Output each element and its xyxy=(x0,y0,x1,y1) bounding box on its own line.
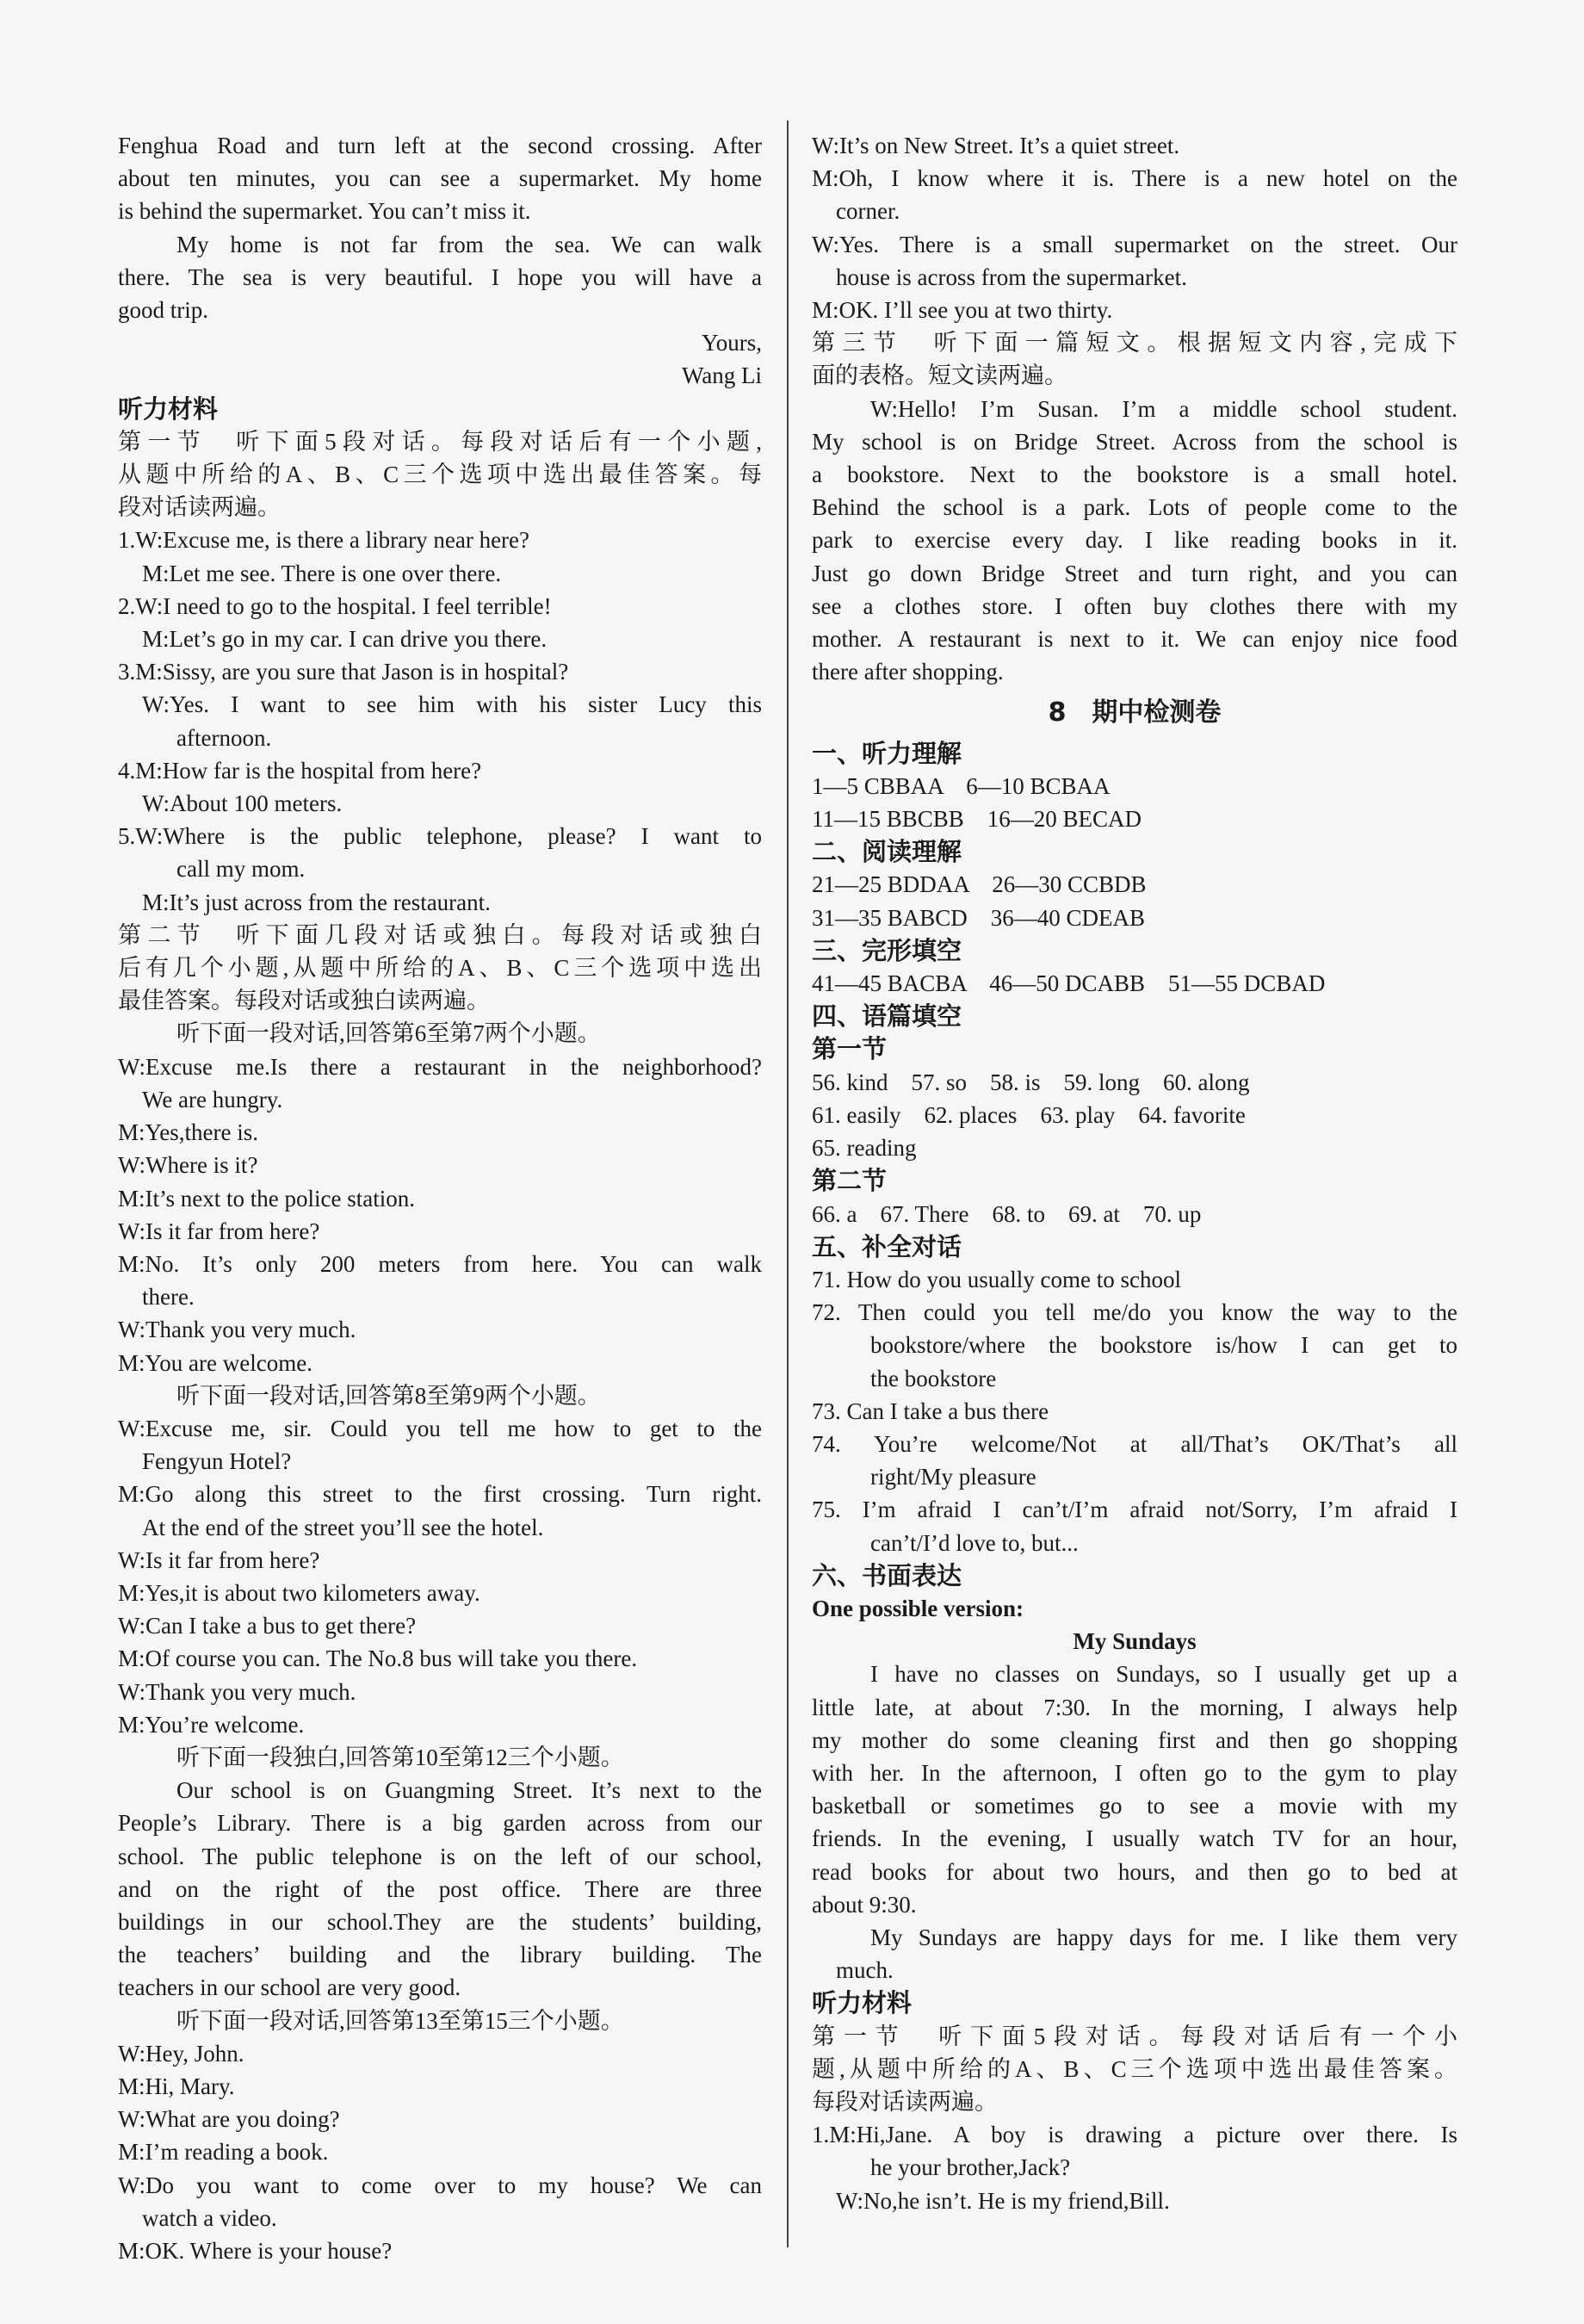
left-column-line: M:Let’s go in my car. I can drive you there. xyxy=(142,626,548,653)
right-column-line: 66. a 67. There 68. to 69. at 70. up xyxy=(812,1200,1202,1227)
left-column-line: 第二节 听下面几段对话或独白。每段对话或独白 xyxy=(118,921,762,948)
right-column-line: he your brother,Jack? xyxy=(870,2154,1071,2181)
right-column-line: right/My pleasure xyxy=(870,1464,1036,1490)
left-column-line: 听下面一段对话,回答第8至第9两个小题。 xyxy=(176,1382,601,1409)
left-column-line: W:Thank you very much. xyxy=(118,1678,356,1705)
left-column-line: W:Yes. I want to see him with his sister Lucy this xyxy=(142,691,762,718)
left-column-line: 3.M:Sissy, are you sure that Jason is in hospital? xyxy=(118,659,569,685)
left-column-line: W:Excuse me.Is there a restaurant in the neighborhood? xyxy=(118,1053,762,1080)
left-column-line: afternoon. xyxy=(176,724,272,751)
left-column-line: Fenghua Road and turn left at the second crossing. After xyxy=(118,133,762,158)
left-column-line: and on the right of the post office. There are three xyxy=(118,1875,762,1902)
right-column-line: 第一节 xyxy=(812,1034,888,1064)
right-column-line: 每段对话读两遍。 xyxy=(812,2088,998,2115)
left-column-line: 4.M:How far is the hospital from here? xyxy=(118,757,482,784)
left-column-line: M:Let me see. There is one over there. xyxy=(142,560,502,586)
left-column-line: My home is not far from the sea. We can walk xyxy=(176,231,762,257)
left-column-line: M:No. It’s only 200 meters from here. You can walk xyxy=(118,1250,762,1277)
left-column-line: M:Of course you can. The No.8 bus will take you there. xyxy=(118,1645,638,1672)
right-column-line: 74. You’re welcome/Not at all/That’s OK/That’s all xyxy=(812,1430,1457,1457)
right-column-line: see a clothes store. I often buy clothes there with my xyxy=(812,592,1457,619)
left-column-line: watch a video. xyxy=(142,2204,277,2231)
right-column-line: 1.M:Hi,Jane. A boy is drawing a picture over there. Is xyxy=(812,2122,1457,2148)
left-column-line: M:It’s next to the police station. xyxy=(118,1185,415,1212)
left-column-line: W:Is it far from here? xyxy=(118,1218,320,1244)
left-column-line: M:Hi, Mary. xyxy=(118,2073,235,2099)
left-column-line: At the end of the street you’ll see the hotel. xyxy=(142,1514,544,1540)
left-column-line: 听力材料 xyxy=(118,394,219,424)
right-column-line: friends. In the evening, I usually watch TV for an hour, xyxy=(812,1825,1457,1852)
right-column-line: the bookstore xyxy=(870,1365,997,1391)
right-column-line: with her. In the afternoon, I often go to the gym to play xyxy=(812,1759,1457,1786)
left-column-line: there. The sea is very beautiful. I hope you will have a xyxy=(118,263,762,290)
right-column-line: 三、完形填空 xyxy=(812,935,962,965)
right-column-line: little late, at about 7:30. In the morning, I always help xyxy=(812,1694,1457,1720)
right-column-line: 56. kind 57. so 58. is 59. long 60. along xyxy=(812,1069,1250,1095)
right-column-line: M:OK. I’ll see you at two thirty. xyxy=(812,297,1113,324)
right-column-line: I have no classes on Sundays, so I usually get up a xyxy=(870,1661,1457,1688)
left-column-line: 段对话读两遍。 xyxy=(118,494,281,521)
right-column-line: corner. xyxy=(836,198,900,225)
right-column-line: 题,从题中所给的A、B、C三个选项中选出最佳答案。 xyxy=(812,2055,1457,2082)
left-column-line: buildings in our school.They are the students’ building, xyxy=(118,1908,762,1935)
left-column-line: teachers in our school are very good. xyxy=(118,1974,461,2001)
right-column-line: 面的表格。短文读两遍。 xyxy=(812,363,1067,389)
left-column-line: M:Yes,it is about two kilometers away. xyxy=(118,1579,480,1606)
left-column-line: W:About 100 meters. xyxy=(142,790,343,817)
left-column-line: 从题中所给的A、B、C三个选项中选出最佳答案。每 xyxy=(118,462,762,488)
right-column-line: 四、语篇填空 xyxy=(812,1001,962,1032)
left-column-line: good trip. xyxy=(118,297,208,324)
right-column-line: W:No,he isn’t. He is my friend,Bill. xyxy=(836,2187,1170,2214)
right-column-line: Behind the school is a park. Lots of people come to the xyxy=(812,494,1457,521)
right-column-line: can’t/I’d love to, but... xyxy=(870,1529,1079,1556)
right-column-line: mother. A restaurant is next to it. We can enjoy nice food xyxy=(812,626,1457,653)
left-column-line: W:What are you doing? xyxy=(118,2106,340,2133)
left-column-line: there. xyxy=(142,1284,195,1311)
left-column-line: M:It’s just across from the restaurant. xyxy=(142,889,491,915)
left-column-line: W:Thank you very much. xyxy=(118,1317,356,1343)
right-column-line: 五、补全对话 xyxy=(812,1231,962,1261)
right-column xyxy=(812,129,1457,2217)
left-column-line: the teachers’ building and the library building. The xyxy=(118,1942,762,1968)
left-column-line: W:Is it far from here? xyxy=(118,1546,320,1573)
right-column-line: bookstore/where the bookstore is/how I can get to xyxy=(870,1332,1457,1359)
left-column-line: Wang Li xyxy=(681,363,762,389)
right-column-line: there after shopping. xyxy=(812,659,1004,685)
right-column-line: 11—15 BBCBB 16—20 BECAD xyxy=(812,806,1142,833)
right-column-line: 61. easily 62. places 63. play 64. favorite xyxy=(812,1101,1246,1128)
left-column-line: 后有几个小题,从题中所给的A、B、C三个选项中选出 xyxy=(118,955,762,982)
right-column-line: 1—5 CBBAA 6—10 BCBAA xyxy=(812,772,1111,799)
right-column-line: 75. I’m afraid I can’t/I’m afraid not/Sorry, I’m afraid I xyxy=(812,1497,1457,1523)
left-column-line: M:OK. Where is your house? xyxy=(118,2238,393,2264)
right-column-line: basketball or sometimes go to see a movie with my xyxy=(812,1793,1457,1819)
right-column-line: One possible version: xyxy=(812,1595,1024,1621)
right-column-line: much. xyxy=(836,1957,894,1984)
right-column-line: M:Oh, I know where it is. There is a new hotel on the xyxy=(812,165,1457,192)
left-column-line: M:I’m reading a book. xyxy=(118,2139,329,2166)
left-column-line: M:You’re welcome. xyxy=(118,1711,305,1738)
left-column-line: W:Excuse me, sir. Could you tell me how to get to the xyxy=(118,1415,762,1441)
right-column-line: a bookstore. Next to the bookstore is a small hotel. xyxy=(812,462,1457,488)
right-column-line: 21—25 BDDAA 26—30 CCBDB xyxy=(812,871,1147,898)
column-divider xyxy=(787,121,789,2247)
right-column-line: 8 期中检测卷 xyxy=(1048,697,1222,728)
left-column-line: M:Yes,there is. xyxy=(118,1119,259,1146)
left-column-line: 1.W:Excuse me, is there a library near here? xyxy=(118,527,530,554)
left-column-line: Fengyun Hotel? xyxy=(142,1448,292,1475)
right-column-line: My Sundays xyxy=(1073,1628,1197,1655)
right-column-line: 31—35 BABCD 36—40 CDEAB xyxy=(812,904,1146,931)
left-column-line: People’s Library. There is a big garden across from our xyxy=(118,1810,762,1837)
left-column-line: M:Go along this street to the first crossing. Turn right. xyxy=(118,1481,762,1508)
right-column-line: Just go down Bridge Street and turn right, and you can xyxy=(812,560,1457,586)
right-column-line: My Sundays are happy days for me. I like them very xyxy=(870,1924,1457,1950)
right-column-line: 二、阅读理解 xyxy=(812,837,962,867)
left-column-line: 最佳答案。每段对话或独白读两遍。 xyxy=(118,988,490,1014)
right-column-line: 71. How do you usually come to school xyxy=(812,1266,1181,1292)
right-column-line: 一、听力理解 xyxy=(812,738,962,768)
right-column-line: 第一节 听下面5段对话。每段对话后有一个小 xyxy=(812,2023,1457,2049)
left-column-line: is behind the supermarket. You can’t miss it. xyxy=(118,198,531,225)
right-column-line: W:It’s on New Street. It’s a quiet street. xyxy=(812,133,1180,158)
left-column-line: We are hungry. xyxy=(142,1086,283,1112)
right-column-line: 第三节 听下面一篇短文。根据短文内容,完成下 xyxy=(812,330,1457,356)
left-column-line: call my mom. xyxy=(176,856,306,883)
left-column-line: school. The public telephone is on the left of our school, xyxy=(118,1843,762,1869)
left-column-line: about ten minutes, you can see a supermarket. My home xyxy=(118,165,762,192)
right-column-line: my mother do some cleaning first and then go shopping xyxy=(812,1726,1457,1753)
left-column-line: 听下面一段独白,回答第10至第12三个小题。 xyxy=(176,1744,624,1770)
left-column-line: 5.W:Where is the public telephone, please? I want to xyxy=(118,823,762,850)
right-column-line: 65. reading xyxy=(812,1135,917,1162)
right-column-line: park to exercise every day. I like reading books in it. xyxy=(812,527,1457,554)
right-column-line: 第二节 xyxy=(812,1166,888,1196)
left-column-line: W:Hey, John. xyxy=(118,2040,244,2067)
left-column-line: W:Where is it? xyxy=(118,1152,258,1179)
right-column-line: read books for about two hours, and then go to bed at xyxy=(812,1858,1457,1885)
left-column-line: 2.W:I need to go to the hospital. I feel terrible! xyxy=(118,592,552,619)
right-column-line: 73. Can I take a bus there xyxy=(812,1397,1049,1424)
right-column-line: house is across from the supermarket. xyxy=(836,263,1187,290)
right-column-line: My school is on Bridge Street. Across from the school is xyxy=(812,428,1457,455)
right-column-line: W:Hello! I’m Susan. I’m a middle school student. xyxy=(870,395,1457,422)
left-column-line: Yours, xyxy=(701,330,762,356)
left-column-line: 听下面一段对话,回答第6至第7两个小题。 xyxy=(176,1020,601,1047)
left-column-line: W:Do you want to come over to my house? We can xyxy=(118,2172,762,2198)
right-column-line: about 9:30. xyxy=(812,1891,917,1918)
right-column-line: 六、书面表达 xyxy=(812,1560,962,1590)
right-column-line: 72. Then could you tell me/do you know the way to the xyxy=(812,1299,1457,1326)
right-column-line: 听力材料 xyxy=(812,1988,913,2018)
right-column-line: 41—45 BACBA 46—50 DCABB 51—55 DCBAD xyxy=(812,970,1326,997)
left-column-line: Our school is on Guangming Street. It’s next to the xyxy=(176,1777,762,1804)
left-column xyxy=(118,129,762,2267)
right-column-line: W:Yes. There is a small supermarket on the street. Our xyxy=(812,231,1457,257)
left-column-line: 听下面一段对话,回答第13至第15三个小题。 xyxy=(176,2007,624,2034)
left-column-line: 第一节 听下面5段对话。每段对话后有一个小题, xyxy=(118,428,762,455)
left-column-line: M:You are welcome. xyxy=(118,1349,312,1376)
left-column-line: W:Can I take a bus to get there? xyxy=(118,1613,417,1639)
